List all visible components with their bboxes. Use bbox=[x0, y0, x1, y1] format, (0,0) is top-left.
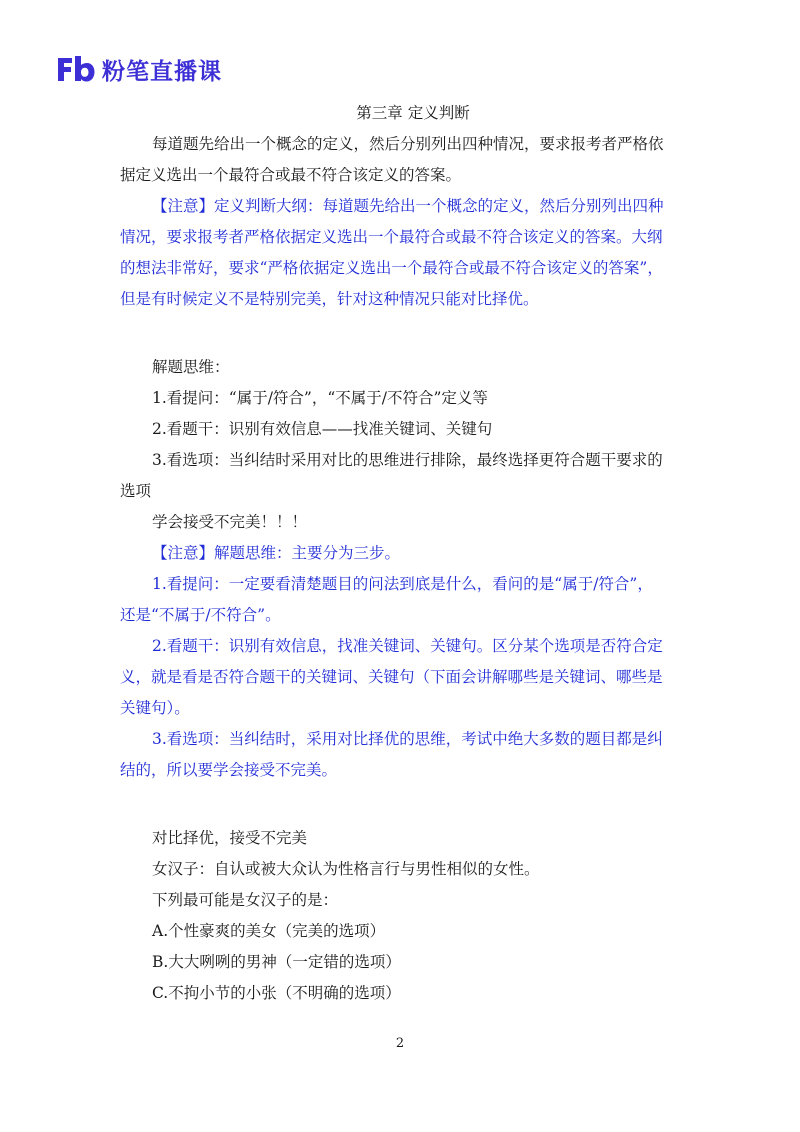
fenbi-logo-icon bbox=[56, 54, 96, 84]
option-a: A.个性豪爽的美女（完美的选项） bbox=[152, 922, 386, 940]
example-heading: 对比择优，接受不完美 bbox=[152, 829, 308, 847]
note-line: 的想法非常好，要求“严格依据定义选出一个最符合或最不符合该定义的答案”， bbox=[120, 259, 663, 277]
note2-step-2-cont: 关键句）。 bbox=[120, 699, 190, 717]
note2-step-1-cont: 还是“不属于/不符合”。 bbox=[120, 606, 281, 624]
note2-step-3: 3.看选项：当纠结时，采用对比择优的思维，考试中绝大多数的题目都是纠 bbox=[152, 730, 663, 748]
intro-line-2: 据定义选出一个最符合或最不符合该定义的答案。 bbox=[120, 166, 462, 184]
intro-line-1: 每道题先给出一个概念的定义，然后分别列出四种情况，要求报考者严格依 bbox=[152, 135, 664, 153]
thinking-step-3-cont: 选项 bbox=[120, 482, 152, 500]
page-number: 2 bbox=[395, 1036, 405, 1051]
option-c: C.不拘小节的小张（不明确的选项） bbox=[152, 984, 401, 1002]
note-paragraph-1 bbox=[120, 191, 686, 222]
note-tag: 【注意】 bbox=[152, 197, 215, 215]
note2-step-2: 2.看题干：识别有效信息，找准关键词、关键句。区分某个选项是否符合定 bbox=[152, 637, 663, 655]
example-definition: 女汉子：自认或被大众认为性格言行与男性相似的女性。 bbox=[152, 860, 540, 878]
note2-step-3-cont: 结的，所以要学会接受不完美。 bbox=[120, 761, 338, 779]
note-text: 解题思维：主要分为三步。 bbox=[214, 544, 401, 562]
note-tag: 【注意】 bbox=[152, 544, 215, 562]
brand-name: 粉笔直播课 bbox=[102, 58, 222, 85]
document-body bbox=[120, 98, 686, 1009]
note2-step-1: 1.看提问：一定要看清楚题目的问法到底是什么，看问的是“属于/符合”， bbox=[152, 575, 653, 593]
option-b: B.大大咧咧的男神（一定错的选项） bbox=[152, 953, 401, 971]
chapter-title: 第三章 定义判断 bbox=[356, 104, 470, 122]
thinking-heading: 解题思维： bbox=[152, 358, 230, 376]
thinking-step-2: 2.看题干：识别有效信息——找准关键词、关键句 bbox=[152, 420, 493, 438]
thinking-step-1: 1.看提问：“属于/符合”，“不属于/不符合”定义等 bbox=[152, 389, 488, 407]
brand-logo bbox=[56, 52, 222, 86]
example-question: 下列最可能是女汉子的是： bbox=[152, 891, 339, 909]
accept-imperfection: 学会接受不完美！！！ bbox=[152, 513, 308, 531]
note-line: 但是有时候定义不是特别完美，针对这种情况只能对比择优。 bbox=[120, 290, 539, 308]
note-paragraph-2 bbox=[120, 538, 686, 569]
note-text: 定义判断大纲：每道题先给出一个概念的定义，然后分别列出四种 bbox=[214, 197, 664, 215]
note2-step-2-cont: 义，就是看是否符合题干的关键词、关键句（下面会讲解哪些是关键词、哪些是 bbox=[120, 668, 663, 686]
note-line: 情况，要求报考者严格依据定义选出一个最符合或最不符合该定义的答案。大纲 bbox=[120, 228, 663, 246]
thinking-step-3: 3.看选项：当纠结时采用对比的思维进行排除，最终选择更符合题干要求的 bbox=[152, 451, 663, 469]
